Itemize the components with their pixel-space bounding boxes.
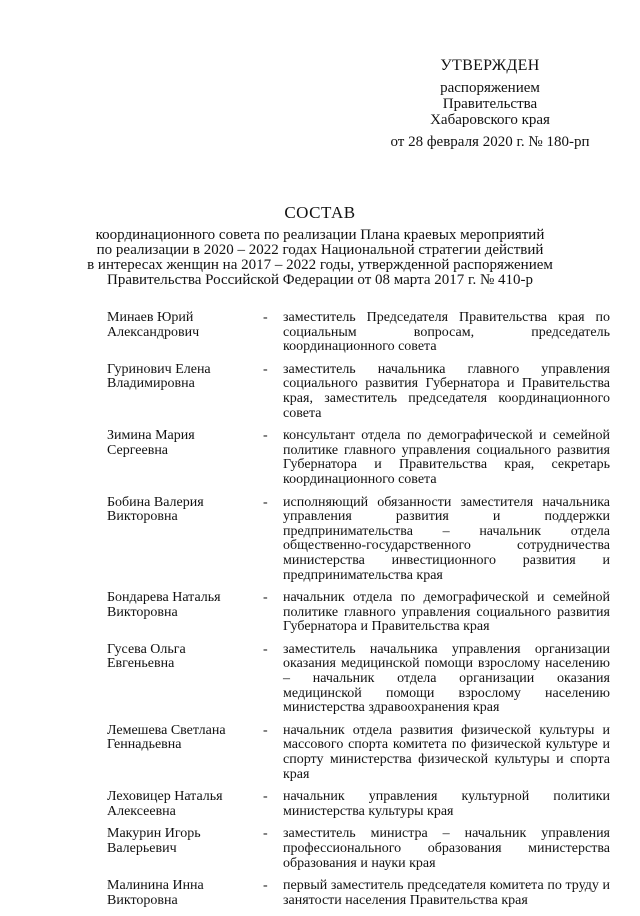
title-line: координационного совета по реализации Плана краевых мероприятий [95,227,545,243]
member-position: консультант отдела по демографической и семейной политике главного управления социального развития Губернатора и Правительства края, секретарь координационного совета [283,428,610,487]
member-dash: - [263,722,268,738]
member-row [107,790,610,819]
member-row [107,879,610,908]
member-name: Бондарева Наталья Викторовна [107,590,221,620]
member-position: заместитель министра – начальник управления профессионального образования министерства образования и науки края [283,826,610,871]
member-row [107,827,610,871]
member-dash: - [263,494,268,510]
member-dash: - [263,310,268,325]
approval-line: распоряжением [440,80,540,96]
member-dash: - [263,590,268,606]
members-list [107,311,610,916]
member-position: первый заместитель председателя комитета по труду и занятости населения Правительства края [283,878,610,908]
document-title: СОСТАВ [284,203,356,222]
member-name: Гусева Ольга Евгеньевна [107,641,186,672]
member-row [107,429,610,487]
title-line: по реализации в 2020 – 2022 годах Национальной стратегии действий [96,242,544,258]
member-position: начальник отдела развития физической культуры и массового спорта комитета по физической культуре и спорту министерства физической культуры и спорта края [283,722,610,782]
title-line: в интересах женщин на 2017 – 2022 годы, утвержденной распоряжением [87,257,553,273]
member-position: заместитель Председателя Правительства края по социальным вопросам, председатель координационного совета [283,310,610,355]
approval-date: от 28 февраля 2020 г. № 180-рп [390,134,590,150]
member-row [107,643,610,716]
member-dash: - [263,361,268,377]
member-dash: - [263,878,268,894]
member-name: Леховицер Наталья Алексеевна [107,789,223,819]
member-position: заместитель начальника управления организации оказания медицинской помощи взрослому населению – начальник отдела организации оказания медицинской помощи взрослому населению министерства здравоохранения края [283,641,610,716]
approval-line: Хабаровского края [430,112,550,128]
title-line: Правительства Российской Федерации от 08 марта 2017 г. № 410-р [106,272,534,288]
member-name: Минаев Юрий Александрович [107,310,200,340]
member-row [107,591,610,635]
approval-line: Правительства [442,96,538,112]
approval-block [380,58,600,150]
member-name: Бобина Валерия Викторовна [107,494,204,525]
member-position: начальник управления культурной политики министерства культуры края [283,789,610,819]
member-row [107,724,610,782]
member-name: Макурин Игорь Валерьевич [107,826,201,856]
member-row [107,363,610,421]
member-position: заместитель начальника главного управления социального развития Губернатора и Правительства края, заместитель председателя координационного совета [283,361,610,421]
member-position: исполняющий обязанности заместителя начальника управления развития и поддержки предпринимательства – начальник отдела общественно-государственного сотрудничества министерства инвестиционного развития и предпринимательства края [283,494,610,583]
member-position: начальник отдела по демографической и семейной политике главного управления социального развития Губернатора и Правительства края [283,590,610,635]
member-name: Малинина Инна Викторовна [107,878,204,908]
approval-heading: УТВЕРЖДЕН [440,57,540,74]
member-name: Гуринович Елена Владимировна [107,361,211,392]
member-name: Зимина Мария Сергеевна [107,428,195,458]
member-dash: - [263,428,268,444]
document-title-block [80,205,560,288]
member-name: Лемешева Светлана Геннадьевна [107,722,226,753]
member-row [107,311,610,355]
member-dash: - [263,826,268,842]
member-dash: - [263,789,268,805]
member-dash: - [263,641,268,657]
member-row [107,496,610,584]
